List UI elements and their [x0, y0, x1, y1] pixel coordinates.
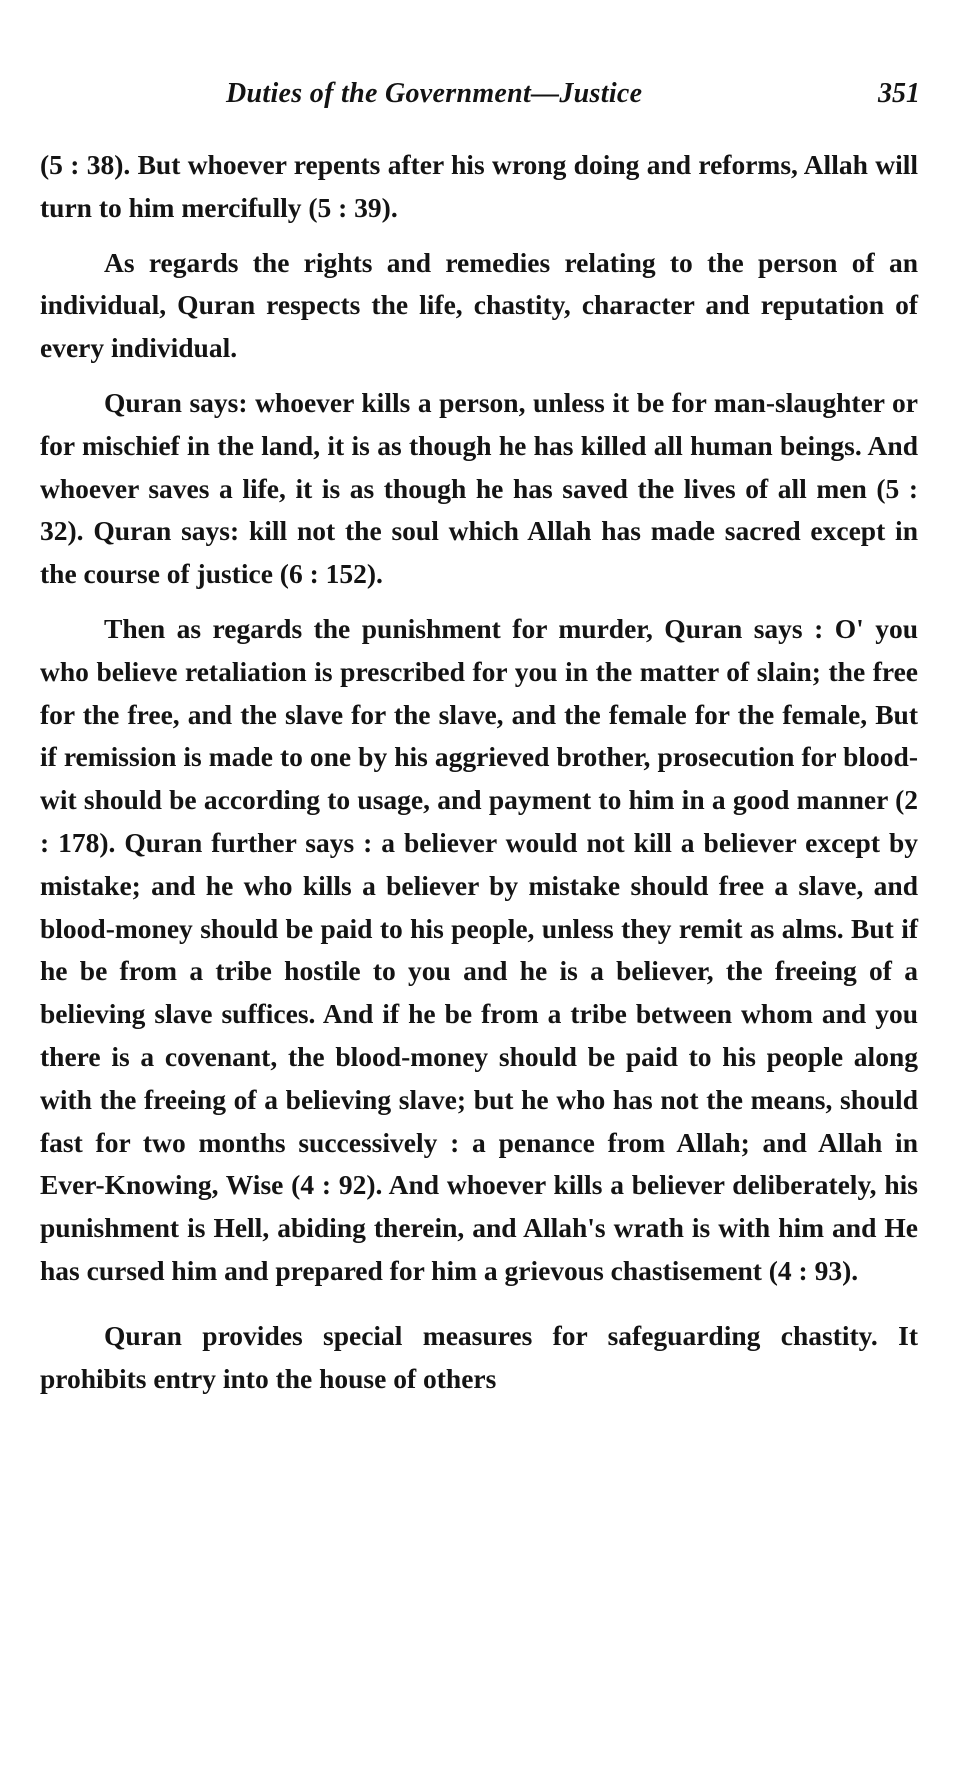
- running-title: Duties of the Government—Justice: [226, 78, 643, 109]
- paragraph-rights-remedies: As regards the rights and remedies relating to the person of an individual, Quran respects the life, chastity, character and reputation of every individual.: [40, 246, 918, 364]
- paragraph-continuation: (5 : 38). But whoever repents after his wrong doing and reforms, Allah will turn to him mercifully (5 : 39).: [40, 149, 918, 223]
- running-header: [40, 78, 920, 118]
- paragraph-safeguarding-chastity: Quran provides special measures for safeguarding chastity. It prohibits entry into the house of others: [40, 1319, 918, 1394]
- paragraph-killing-a-person: Quran says: whoever kills a person, unless it be for man-slaughter or for mischief in the land, it is as though he has killed all human beings. And whoever saves a life, it is as though he has saved the lives of all men (5 : 32). Quran says: kill not the soul which Allah has made sacred except in the course of justice (6 : 152).: [40, 386, 918, 590]
- page-number: 351: [878, 78, 920, 109]
- body-text: [40, 144, 918, 1400]
- paragraph-punishment-for-murder: Then as regards the punishment for murder, Quran says : O' you who believe retaliation is prescribed for you in the matter of slain; the free for the free, and the slave for the slave, and the female for the female, But if remission is made to one by his aggrieved brother, prosecution for blood-wit should be according to usage, and payment to him in a good manner (2 : 178). Quran further says : a believer would not kill a believer except by mistake; and he who kills a believer by mistake should free a slave, and blood-money should be paid to his people, unless they remit as alms. But if he be from a tribe hostile to you and he is a believer, the freeing of a believing slave suffices. And if he be from a tribe between whom and you there is a covenant, the blood-money should be paid to his people along with the freeing of a believing slave; but he who has not the means, should fast for two months successively : a penance from Allah; and Allah in Ever-Knowing, Wise (4 : 92). And whoever kills a believer deliberately, his punishment is Hell, abiding therein, and Allah's wrath is with him and He has cursed him and prepared for him a grievous chastisement (4 : 93).: [40, 612, 918, 1286]
